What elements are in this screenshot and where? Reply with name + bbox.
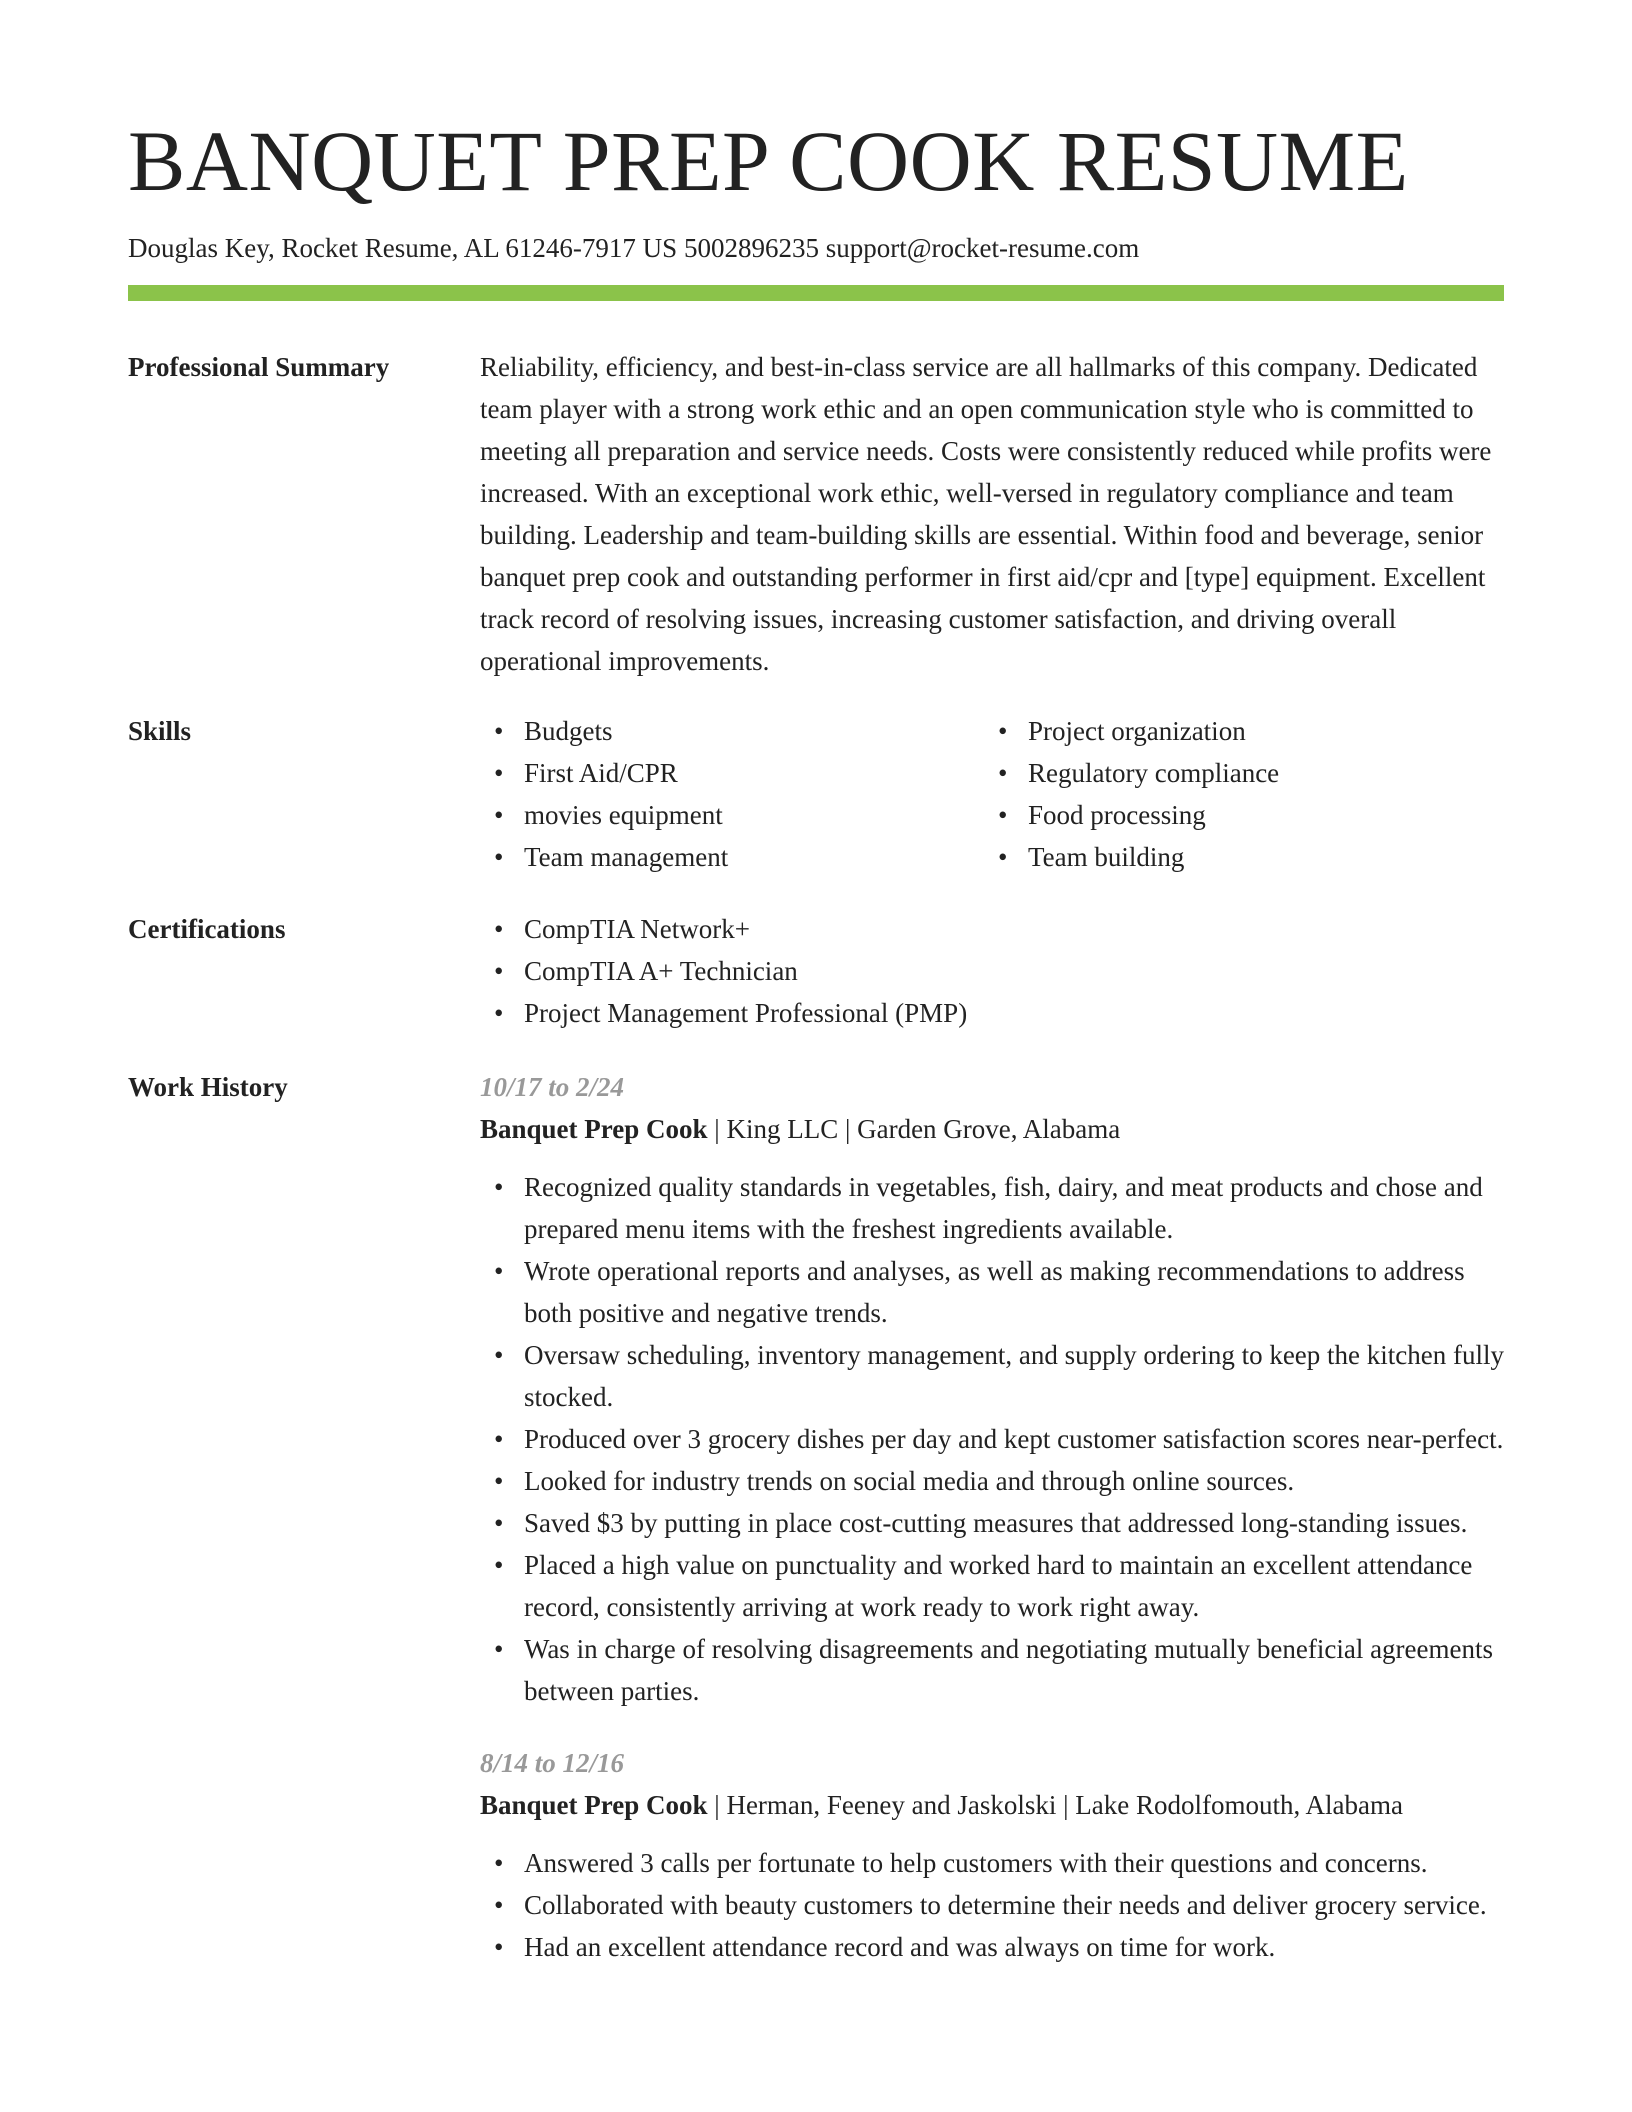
bullet-icon: • bbox=[494, 716, 504, 746]
skill-item: • movies equipment bbox=[480, 794, 984, 836]
certification-item: • CompTIA Network+ bbox=[480, 908, 1504, 950]
section-label-certifications: Certifications bbox=[128, 914, 286, 944]
certifications-body bbox=[480, 908, 1504, 1034]
bullet-icon: • bbox=[494, 1172, 504, 1202]
bullet-icon: • bbox=[494, 1848, 504, 1878]
work-history-body bbox=[480, 1066, 1504, 1998]
job-bullet: • Looked for industry trends on social media and through online sources. bbox=[480, 1460, 1504, 1502]
job-title: Banquet Prep Cook bbox=[480, 1790, 708, 1820]
bullet-icon: • bbox=[998, 758, 1008, 788]
job-bullet: • Wrote operational reports and analyses, as well as making recommendations to address both positive and negative trends. bbox=[480, 1250, 1504, 1334]
job-bullet: • Placed a high value on punctuality and worked hard to maintain an excellent attendance record, consistently arriving at work ready to work right away. bbox=[480, 1544, 1504, 1628]
bullet-icon: • bbox=[494, 1890, 504, 1920]
skill-item: • Regulatory compliance bbox=[984, 752, 1488, 794]
job-bullet: • Recognized quality standards in vegetables, fish, dairy, and meat products and chose and prepared menu items with the freshest ingredients available. bbox=[480, 1166, 1504, 1250]
job-bullet: • Oversaw scheduling, inventory management, and supply ordering to keep the kitchen fully stocked. bbox=[480, 1334, 1504, 1418]
bullet-icon: • bbox=[494, 1256, 504, 1286]
section-label-skills: Skills bbox=[128, 716, 192, 746]
skills-column-left bbox=[480, 710, 984, 878]
skill-item: • First Aid/CPR bbox=[480, 752, 984, 794]
skills-grid bbox=[480, 710, 1504, 878]
job-details: | Herman, Feeney and Jaskolski | Lake Rodolfomouth, Alabama bbox=[707, 1790, 1403, 1820]
bullet-icon: • bbox=[494, 956, 504, 986]
bullet-icon: • bbox=[998, 842, 1008, 872]
skills-body bbox=[480, 710, 1504, 878]
bullet-icon: • bbox=[998, 716, 1008, 746]
bullet-icon: • bbox=[494, 1634, 504, 1664]
bullet-icon: • bbox=[494, 1932, 504, 1962]
bullet-icon: • bbox=[494, 914, 504, 944]
section-label-work-history: Work History bbox=[128, 1072, 288, 1102]
bullet-icon: • bbox=[494, 758, 504, 788]
bullet-icon: • bbox=[494, 1340, 504, 1370]
job-bullet: • Had an excellent attendance record and was always on time for work. bbox=[480, 1926, 1504, 1968]
certifications-list bbox=[480, 908, 1504, 1034]
job-details: | King LLC | Garden Grove, Alabama bbox=[707, 1114, 1121, 1144]
bullet-icon: • bbox=[494, 1550, 504, 1580]
certification-item: • Project Management Professional (PMP) bbox=[480, 992, 1504, 1034]
skill-item: • Budgets bbox=[480, 710, 984, 752]
job-dates: 10/17 to 2/24 bbox=[480, 1072, 625, 1102]
bullet-icon: • bbox=[494, 800, 504, 830]
resume-title: BANQUET PREP COOK RESUME bbox=[128, 113, 1409, 209]
section-label-summary: Professional Summary bbox=[128, 352, 390, 382]
summary-text: Reliability, efficiency, and best-in-class service are all hallmarks of this company. Dedicated team player with a strong work ethic and an open communication style who is committed to meeting all preparation and service needs. Costs were consistently reduced while profits were increased. With an exceptional work ethic, well-versed in regulatory compliance and team building. Leadership and team-building skills are essential. Within food and beverage, senior banquet prep cook and outstanding performer in first aid/cpr and [type] equipment. Excellent track record of resolving issues, increasing customer satisfaction, and driving overall operational improvements. bbox=[480, 352, 1492, 676]
job-entry bbox=[480, 1742, 1504, 1968]
bullet-icon: • bbox=[494, 842, 504, 872]
skill-item: • Team building bbox=[984, 836, 1488, 878]
bullet-icon: • bbox=[998, 800, 1008, 830]
certification-item: • CompTIA A+ Technician bbox=[480, 950, 1504, 992]
bullet-icon: • bbox=[494, 1424, 504, 1454]
contact-line: Douglas Key, Rocket Resume, AL 61246-7917 US 5002896235 support@rocket-resume.com bbox=[128, 233, 1140, 263]
job-bullet: • Answered 3 calls per fortunate to help customers with their questions and concerns. bbox=[480, 1842, 1504, 1884]
job-bullet: • Saved $3 by putting in place cost-cutting measures that addressed long-standing issues. bbox=[480, 1502, 1504, 1544]
accent-rule bbox=[128, 285, 1504, 301]
job-heading bbox=[480, 1784, 1504, 1826]
job-title: Banquet Prep Cook bbox=[480, 1114, 708, 1144]
job-dates: 8/14 to 12/16 bbox=[480, 1748, 625, 1778]
bullet-icon: • bbox=[494, 1508, 504, 1538]
summary-body bbox=[480, 346, 1504, 682]
skill-item: • Team management bbox=[480, 836, 984, 878]
job-bullet: • Collaborated with beauty customers to determine their needs and deliver grocery service. bbox=[480, 1884, 1504, 1926]
bullet-icon: • bbox=[494, 1466, 504, 1496]
skill-item: • Food processing bbox=[984, 794, 1488, 836]
job-bullets bbox=[480, 1166, 1504, 1712]
job-heading bbox=[480, 1108, 1504, 1150]
job-bullet: • Produced over 3 grocery dishes per day and kept customer satisfaction scores near-perfect. bbox=[480, 1418, 1504, 1460]
skill-item: • Project organization bbox=[984, 710, 1488, 752]
bullet-icon: • bbox=[494, 998, 504, 1028]
job-bullets bbox=[480, 1842, 1504, 1968]
skills-column-right bbox=[984, 710, 1488, 878]
job-entry bbox=[480, 1066, 1504, 1712]
job-bullet: • Was in charge of resolving disagreements and negotiating mutually beneficial agreements between parties. bbox=[480, 1628, 1504, 1712]
